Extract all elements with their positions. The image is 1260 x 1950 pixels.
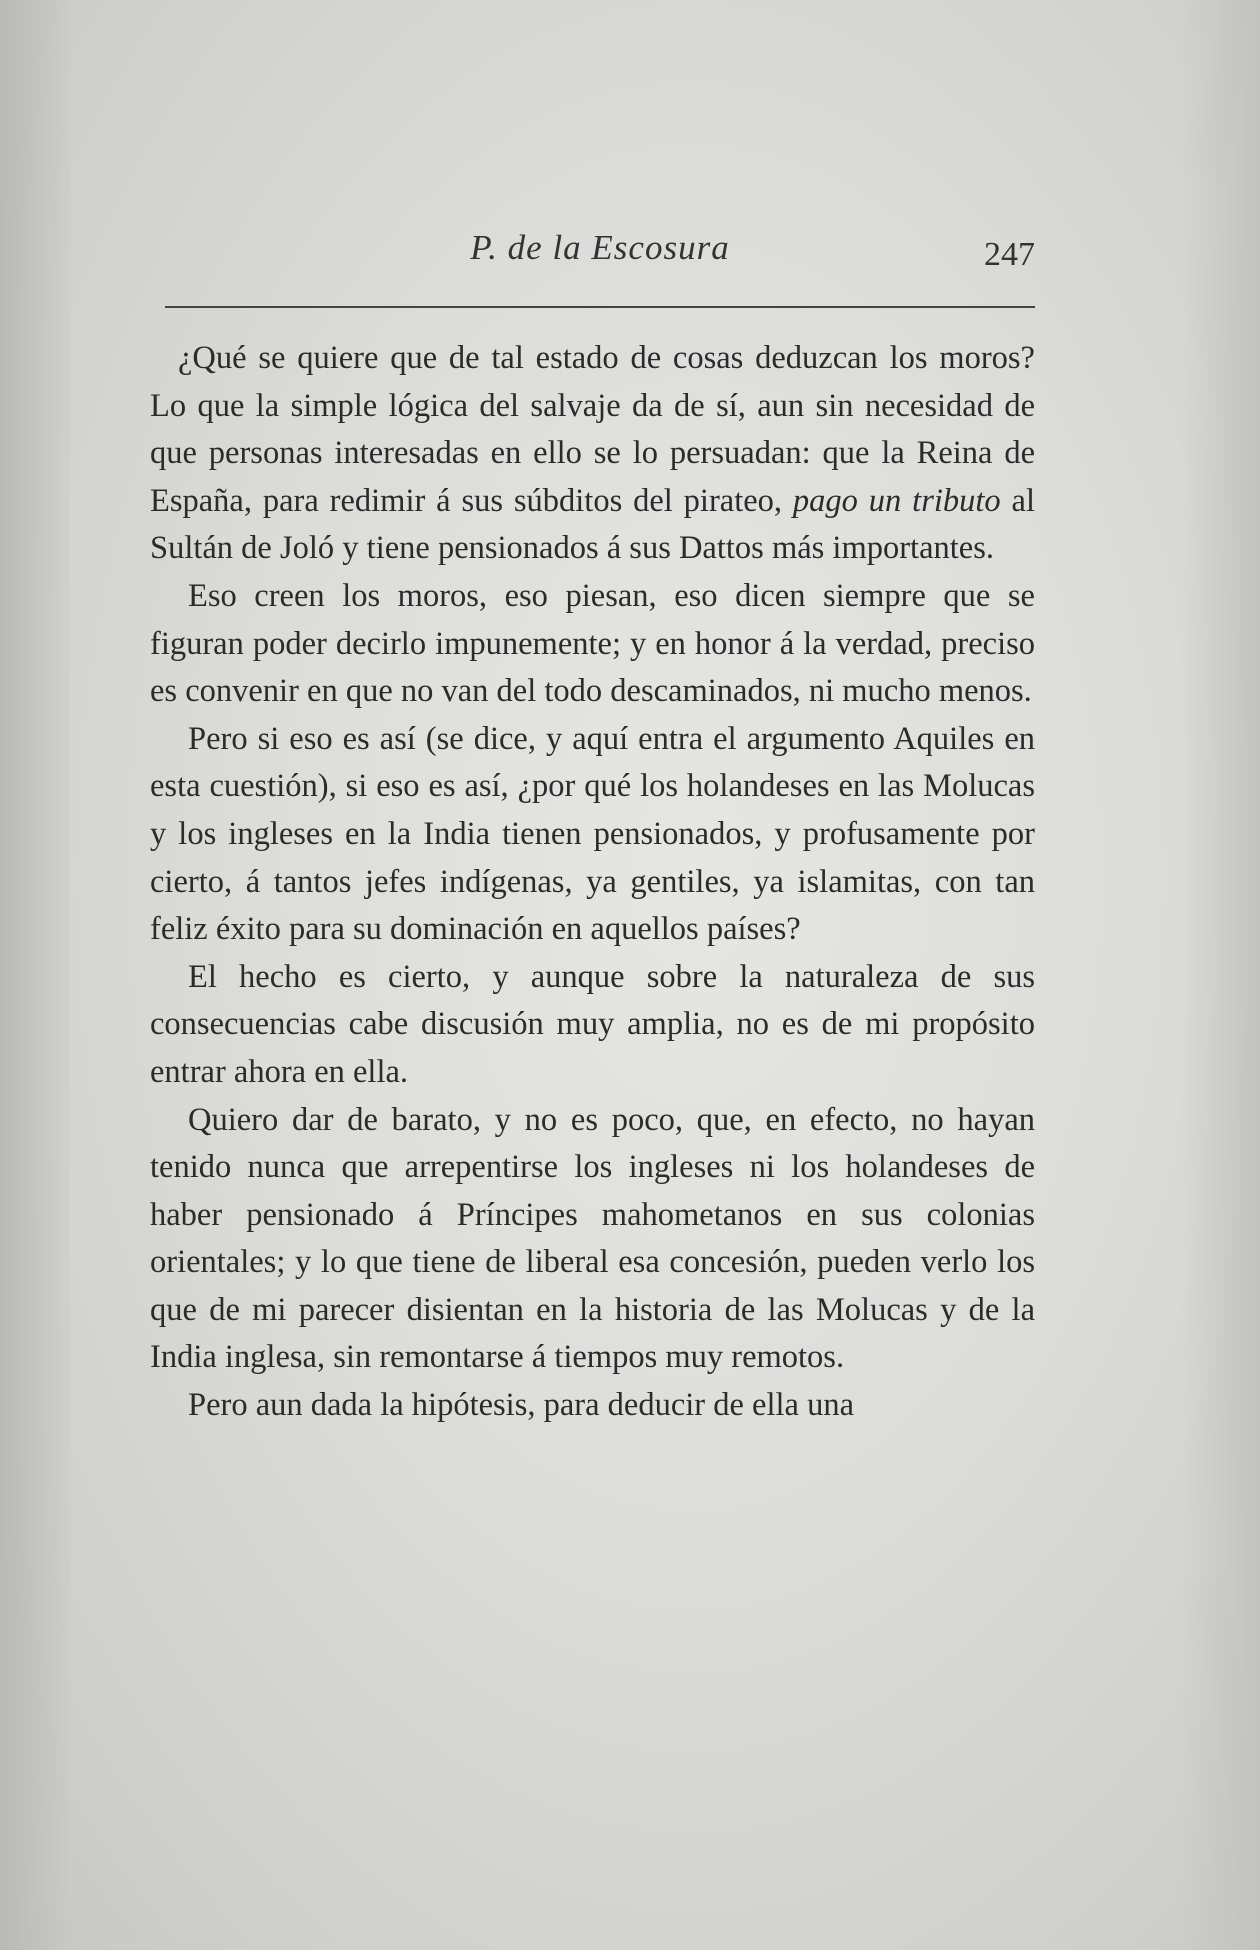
paragraph-2: Eso creen los moros, eso piesan, eso dicen siempre que se figuran poder decirlo impunemente; y en honor á la verdad, preciso es convenir en que no van del todo descaminados, ni mucho menos. (150, 577, 1035, 710)
paragraph-1-text-before: ¿Qué se quiere que de tal estado de cosas deduzcan los moros? Lo que la simple lógica del salvaje da de sí, aun sin necesidad de que personas interesadas en ello se lo persuadan: que la Reina de España, para redimir á sus súbditos del pirateo, (150, 340, 1035, 519)
paragraph-6: Pero aun dada la hipótesis, para deducir de ella una (188, 1387, 854, 1424)
paragraph-5: Quiero dar de barato, y no es poco, que, en efecto, no hayan tenido nunca que arrepentirse los ingleses ni los holandeses de haber pensionado á Príncipes mahometanos en sus colonias orientales; y lo que tiene de liberal esa concesión, pueden verlo los que de mi parecer disientan en la historia de las Molucas y de la India inglesa, sin remontarse á tiempos muy remotos. (150, 1101, 1035, 1376)
running-title: P. de la Escosura (470, 228, 730, 267)
paragraph-1-text-after: al Sultán de Joló y tiene pensionados á sus Dattos más importantes. (150, 482, 1035, 567)
body-text (150, 335, 1035, 1430)
paragraph-1 (150, 335, 1035, 573)
paragraph-1-emphasis: pago un tributo (792, 482, 1001, 519)
paragraph-4: El hecho es cierto, y aunque sobre la naturaleza de sus consecuencias cabe discusión muy amplia, no es de mi propósito entrar ahora en ella. (150, 958, 1035, 1090)
page-header (165, 228, 1035, 288)
paragraph-3: Pero si eso es así (se dice, y aquí entra el argumento Aquiles en esta cuestión), si eso es así, ¿por qué los holandeses en las Molucas y los ingleses en la India tienen pensionados, y profusamente por cierto, á tantos jefes indígenas, ya gentiles, ya islamitas, con tan feliz éxito para su dominación en aquellos países? (150, 720, 1035, 948)
header-rule (165, 306, 1035, 308)
page-number: 247 (984, 236, 1035, 273)
